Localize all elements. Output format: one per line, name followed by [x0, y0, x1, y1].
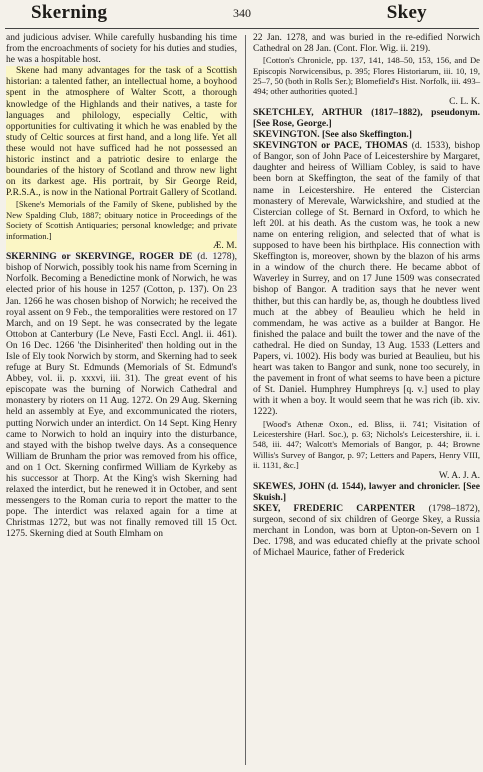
highlighted-passage	[6, 66, 237, 252]
skevington-signer: W. A. J. A.	[438, 470, 480, 481]
column-divider	[245, 35, 246, 765]
sketchley-entry: SKETCHLEY, ARTHUR (1817–1882), pseudonym. [See Rose, George.]	[253, 107, 480, 129]
skevington-sources: [Wood's Athenæ Oxon., ed. Bliss, ii. 741; Visitation of Leicestershire (Harl. Soc.), p. 63; Nichols's Leicestershire, ii. i. 548, iii. 447; Walcott's Memorials of Bangor, p. 44; Browne Willis's Survey of Bangor, p. 97; Letters and Papers, Henry VIII, ii. 1131, &c.]	[253, 418, 480, 471]
skerning-sources: [Cotton's Chronicle, pp. 137, 141, 148–50, 153, 156, and De Episcopis Norwicensibus, p. 395; Flores Historiarum, iii. 10, 19, 25–7, 50 (both in Rolls Ser.); Blomefield's Hist. Norfolk, iii. 493–494; other authorities quoted.]	[253, 55, 480, 97]
page-number: 340	[233, 6, 251, 20]
two-column-body	[5, 29, 479, 769]
left-column	[6, 33, 237, 541]
skene-sources: [Skene's Memorials of the Family of Skene, published by the New Spalding Club, 1887; obituary notice in Proceedings of the Society of Scottish Antiquaries; personal knowledge; and private information.]	[6, 199, 237, 241]
skevington-headword: SKEVINGTON or PACE, THOMAS	[253, 141, 408, 152]
skerning-continuation: 22 Jan. 1278, and was buried in the re-edified Norwich Cathedral on 28 Jan. (Cont. Flor. Wig. ii. 219).	[253, 33, 480, 55]
skerning-signer: C. L. K.	[449, 96, 480, 107]
skerning-article: (d. 1278), bishop of Norwich, possibly took his name from Scerning in Norfolk. Becoming a Benedictine monk of Norwich, he was elected prior of his house in 1257 (Cotton, p. 137). On 23 Jan. 1266 he was chosen bishop of Norwich; he received the royal assent on 9 Feb., the temporalities were restored on 17 March, and on 19 Sept. he was consecrated by the legate Ottobon at Canterbury (Le Neve, Fasti Eccl. Angl. ii. 461). On 16 Dec. 1266 'the Disinherited' then holding out in the Isle of Ely took Norwich by storm, and Skerning had to seek refuge at Bury St. Edmunds (Memorials of St. Edmund's Abbey, vol. ii. p. xxxvi, iii. 31). The great event of his episcopate was the burning of Norwich Cathedral and monastery by rioters on 11 Aug. 1272. On 29 Aug. Skerning held an assembly at Eye, and excommunicated the rioters, putting Norwich under an interdict. On 14 Sept. King Henry came to Norwich to hold an inquiry into the disturbance, and stayed with the bishop twelve days. As a consequence William de Brunham the prior was removed from his office, and on 1 Oct. Skerning confirmed William de Kyrkeby as his successor at Thorp. At the King's wish Skerning had relaxed the interdict, but he renewed it in October, and sent messengers to the Roman curia to report the matter to the pope. The interdict was relaxed again for a time at Christmas 1272, but was not finally removed till 15 Oct. 1275. Skerning died at South Elmham on	[6, 252, 238, 540]
skene-continuation: and judicious adviser. While carefully husbanding his time from the encroachments of society for his duties and studies, he was a hospitable host.	[6, 33, 237, 66]
skene-summary: Skene had many advantages for the task of a Scottish historian: a talented father, an intellectual home, a boyhood spent in the atmosphere of Walter Scott, a thorough knowledge of the Highlands and their natives, a taste for languages and philology, especially Celtic, with opportunities for cultivating it which he was enabled by the study of Celtic sources at first hand, and a long life. Yet all these would not have sufficed had he not possessed an historic instinct and a patriotic desire to enlarge the boundaries of the history of Scotland and throw new light on its darkest age. His portrait, by Sir George Reid, P.R.S.A., is now in the National Portrait Gallery of Scotland.	[6, 66, 237, 199]
header-right-word: Skey	[386, 2, 427, 23]
skey-article: (1798–1872), surgeon, second of six children of George Skey, a Russia merchant in London, was born at Upton-on-Severn on 1 Dec. 1798, and was educated chiefly at the private school of Michael Maurice, father of Frederick	[253, 503, 481, 559]
skey-headword: SKEY, FREDERIC CARPENTER	[253, 503, 416, 514]
skewes-entry: SKEWES, JOHN (d. 1544), lawyer and chronicler. [See Skuish.]	[253, 481, 480, 503]
running-header	[5, 2, 479, 29]
skevington-article: (d. 1533), bishop of Bangor, son of John Pace of Leicestershire by Margaret, daughter and heiress of William Cobley, is said to have been born at Skeffington, the seat of the family of that name in Leicestershire. He entered the Cistercian monastery of Merevale, Warwickshire, and studied at the Cistercian college of St. Bernard in Oxford, to which he left 20l. at his death. As the custom was, he took a new name on entering religion, and selected that of what is supposed to have been his birthplace. His connection with Skeffington is, moreover, shown by the blazon of his arms in a window of the church there. He became abbot of Waverley in Surrey, and on 17 June 1509 was consecrated bishop of Bangor. A tradition says that he never went thither, but this can hardly be, as, though he doubtless lived much at the abbey of Beaulieu which he held in commendam, he was active as a builder at Bangor. He finished the palace and built the tower and the nave of the cathedral. He died on Sunday, 13 Aug. 1533 (Letters and Papers, vi. 1002). His body was buried at Beaulieu, but his heart was taken to Bangor and sunk, none too securely, in the pavement in front of what seems to have been a picture of St. Daniel. Humphrey Humphreys [q. v.] used to play with it when a boy. It would seem that he was rich (ib. xiv. 1222).	[253, 141, 480, 418]
skene-signer: Æ. M.	[212, 241, 237, 252]
skevington-crossref: SKEVINGTON. [See also Skeffington.]	[253, 130, 412, 141]
skerning-headword: SKERNING or SKERVINGE, ROGER DE	[6, 252, 193, 263]
header-left-word: Skerning	[31, 2, 108, 23]
right-column	[253, 33, 480, 559]
